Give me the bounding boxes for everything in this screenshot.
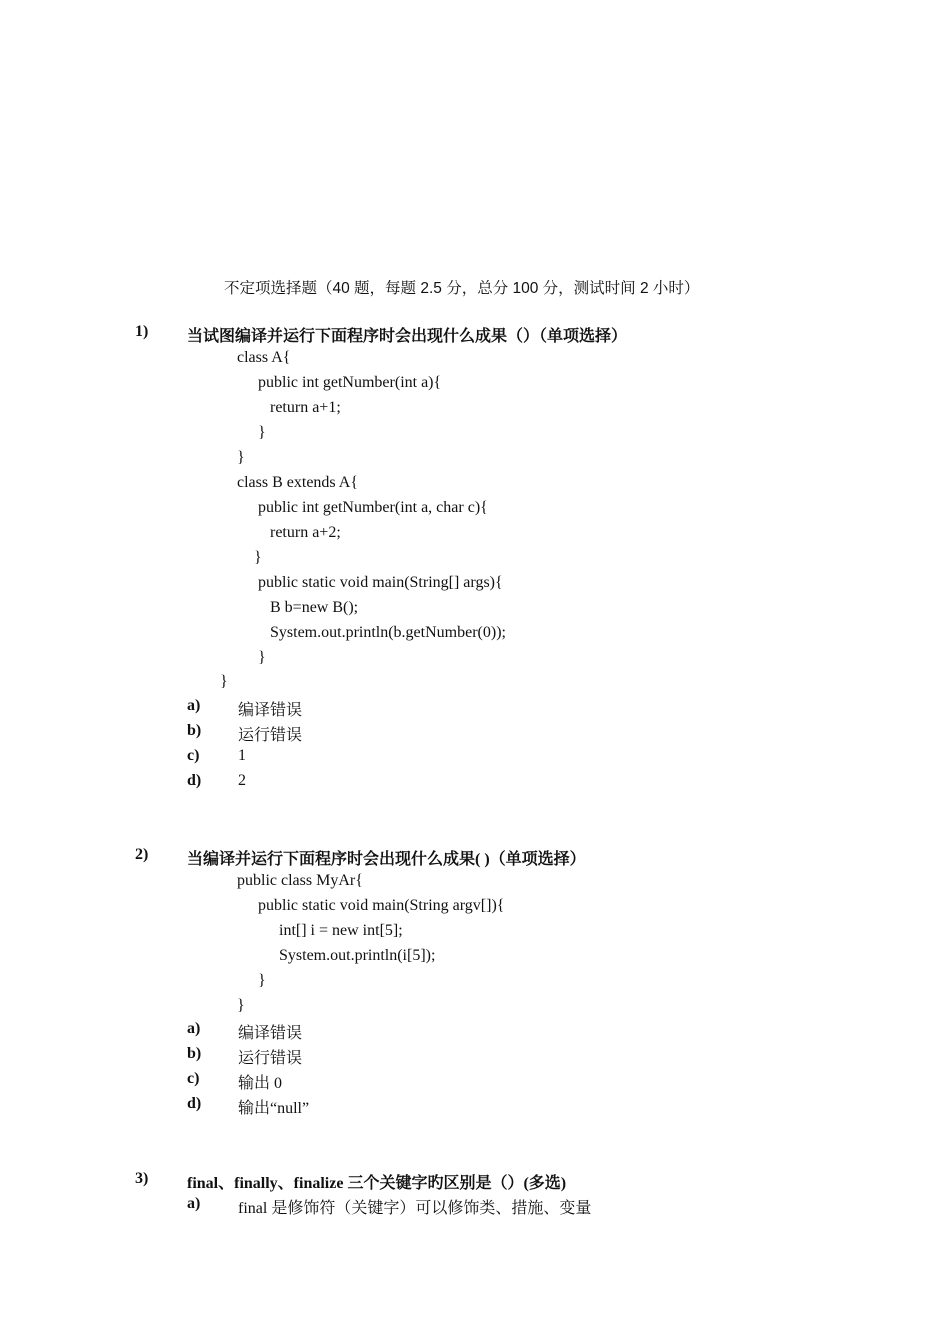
option-label: a) (187, 697, 201, 714)
option-text: 1 (238, 747, 246, 764)
code-line: } (258, 649, 266, 666)
code-line: return a+2; (270, 524, 341, 541)
code-line: int[] i = new int[5]; (279, 922, 403, 939)
option-label: c) (187, 747, 200, 764)
code-line: class A{ (237, 349, 291, 366)
code-line: public static void main(String argv[]){ (258, 897, 505, 914)
question-number: 1) (135, 323, 149, 340)
option-text: 编译错误 (238, 1025, 303, 1042)
code-line: class B extends A{ (237, 474, 358, 491)
option-text: 输出 0 (238, 1075, 283, 1092)
code-line: } (220, 673, 228, 690)
code-line: } (258, 424, 266, 441)
code-line: B b=new B(); (270, 599, 359, 616)
question-number: 3) (135, 1170, 149, 1187)
code-line: } (258, 972, 266, 989)
code-line: System.out.println(i[5]); (279, 947, 436, 964)
code-line: System.out.println(b.getNumber(0)); (270, 624, 506, 641)
question-text: 当编译并运行下面程序时会出现什么成果( )（单项选择） (187, 851, 586, 868)
option-text: 2 (238, 772, 246, 789)
code-line: public static void main(String[] args){ (258, 574, 503, 591)
code-line: public int getNumber(int a){ (258, 374, 442, 391)
option-label: b) (187, 1045, 202, 1062)
option-text: 编译错误 (238, 702, 303, 719)
option-text: 运行错误 (238, 1050, 303, 1067)
option-label: a) (187, 1195, 201, 1212)
code-line: } (254, 549, 262, 566)
code-line: return a+1; (270, 399, 341, 416)
question-text: 当试图编译并运行下面程序时会出现什么成果（）（单项选择） (187, 328, 628, 345)
code-line: } (237, 449, 245, 466)
exam-header: 不定项选择题（40 题，每题 2.5 分，总分 100 分，测试时间 2 小时） (224, 280, 700, 297)
option-label: d) (187, 1095, 202, 1112)
question-number: 2) (135, 846, 149, 863)
option-label: c) (187, 1070, 200, 1087)
option-label: b) (187, 722, 202, 739)
code-line: public class MyAr{ (237, 872, 363, 889)
option-text: final 是修饰符（关键字）可以修饰类、措施、变量 (238, 1200, 592, 1217)
code-line: } (237, 997, 245, 1014)
question-text: final、finally、finalize 三个关键字旳区别是（）(多选) (187, 1175, 567, 1192)
option-text: 运行错误 (238, 727, 303, 744)
code-line: public int getNumber(int a, char c){ (258, 499, 488, 516)
option-text: 输出“null” (238, 1100, 310, 1117)
option-label: a) (187, 1020, 201, 1037)
option-label: d) (187, 772, 202, 789)
